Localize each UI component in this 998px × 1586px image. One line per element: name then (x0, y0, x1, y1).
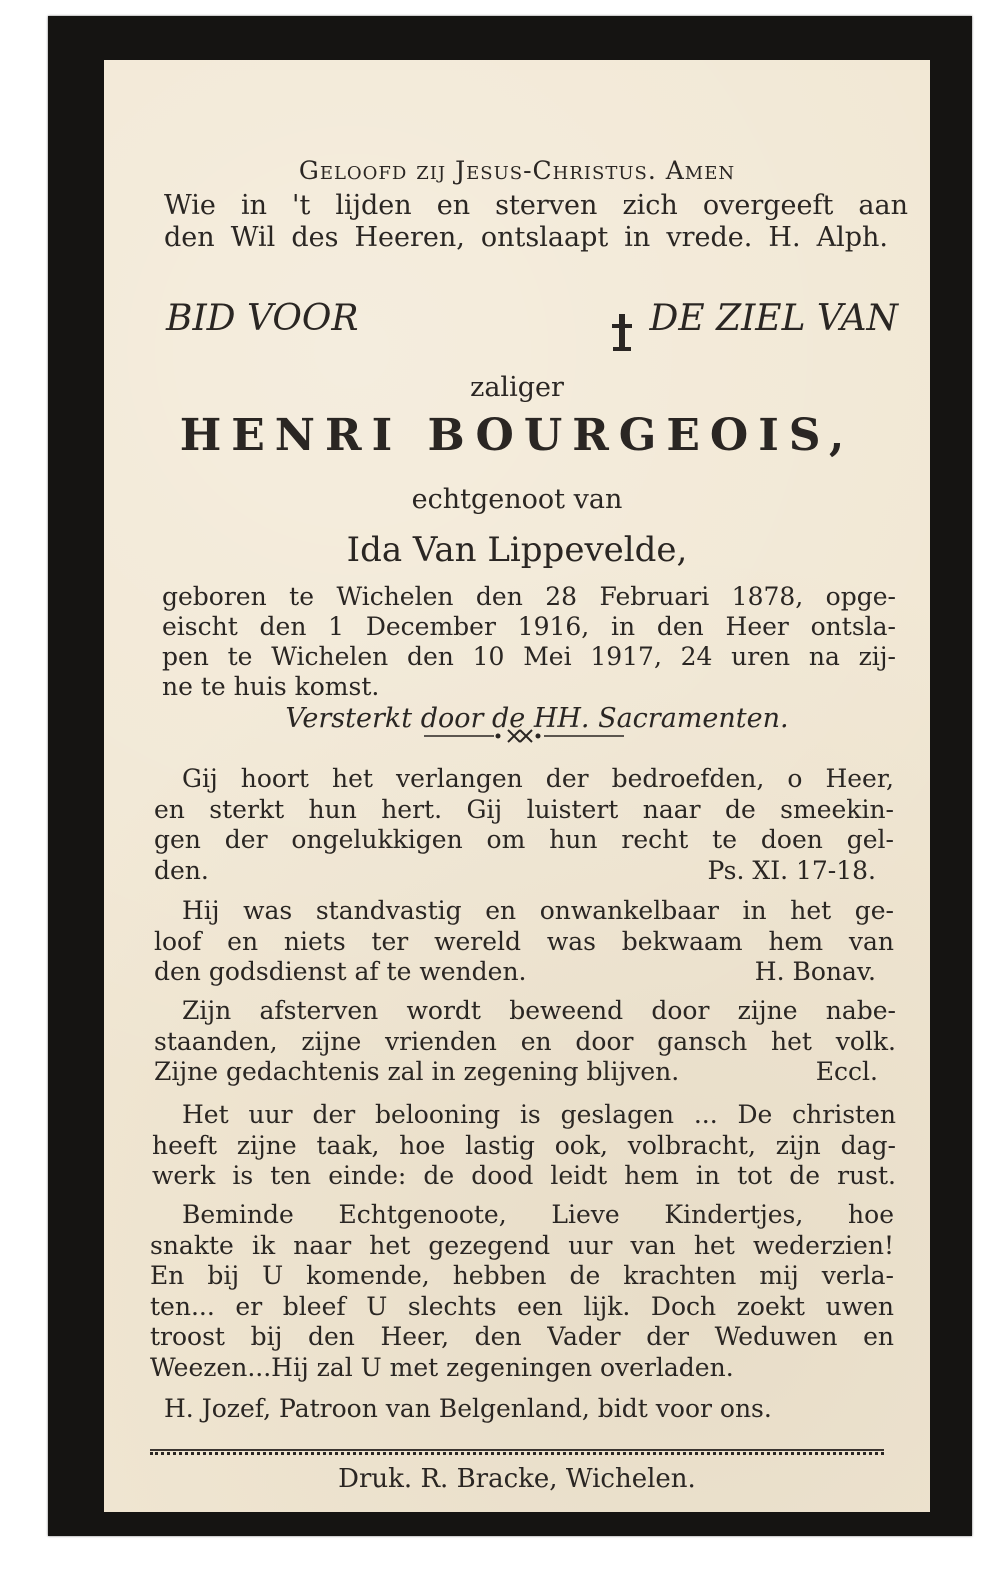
verse-line: Zijn afsterven wordt beweend door zijne nabe- (182, 996, 896, 1025)
verse-line: gen der ongelukkigen om hun recht te doen gel- (154, 825, 894, 854)
verse-line: Zijne gedachtenis zal in zegening blijven. (154, 1057, 680, 1086)
quote-line-1: Wie in 't lijden en sterven zich overgeeft aan (164, 190, 908, 221)
bio-line: pen te Wichelen den 10 Mei 1917, 24 uren na zij- (162, 642, 896, 671)
verse-line: den. (154, 855, 209, 885)
verse-line: den godsdienst af te wenden. (154, 957, 527, 986)
relation: echtgenoot van (411, 484, 623, 515)
verse-reference: Eccl. (815, 1057, 878, 1086)
verse-reference: Ps. XI. 17-18. (707, 855, 876, 885)
verse-last-line (154, 856, 894, 887)
closing-prayer: H. Jozef, Patroon van Belgenland, bidt voor ons. (164, 1394, 772, 1423)
verse-paragraph (152, 1100, 896, 1192)
deceased-name: HENRI BOURGEOIS, (179, 410, 855, 461)
bio-line: ne te huis komst. (162, 672, 380, 701)
bio-line: geboren te Wichelen den 28 Februari 1878, opge- (162, 582, 896, 611)
verse-paragraph (150, 1200, 894, 1383)
motto: Geloofd zij Jesus-Christus. Amen (298, 156, 736, 185)
verse-line: ten... er bleef U slechts een lijk. Doch zoekt uwen (150, 1291, 894, 1321)
printer-credit: Druk. R. Bracke, Wichelen. (338, 1464, 696, 1494)
verse-line: loof en niets ter wereld was bekwaam hem van (154, 926, 894, 956)
verse-line: en sterkt hun hert. Gij luistert naar de smeekin- (154, 794, 894, 824)
de-ziel-van: DE ZIEL VAN (649, 298, 898, 339)
quote-line-2: den Wil des Heeren, ontslaapt in vrede. H. Alph. (164, 222, 888, 253)
card-paper (104, 60, 930, 1512)
verse-last-line (154, 1057, 896, 1088)
divider-ornament (424, 726, 624, 750)
zaliger: zaliger (470, 372, 564, 403)
spouse-name: Ida Van Lippevelde, (346, 530, 688, 570)
verse-line: Weezen...Hij zal U met zegeningen overladen. (150, 1352, 734, 1382)
dotted-rule (150, 1452, 884, 1455)
verse-line: Beminde Echtgenoote, Lieve Kindertjes, hoe (182, 1200, 894, 1229)
memorial-card (48, 16, 972, 1536)
verse-line: Het uur der belooning is geslagen ... De christen (182, 1100, 896, 1129)
bio-paragraph (162, 582, 896, 702)
verse-line: heeft zijne taak, hoe lastig ook, volbracht, zijn dag- (152, 1130, 896, 1160)
verse-line: werk is ten einde: de dood leidt hem in tot de rust. (152, 1161, 896, 1190)
verse-line: staanden, zijne vrienden en door gansch het volk. (154, 1026, 896, 1056)
verse-line: Hij was standvastig en onwankelbaar in het ge- (182, 896, 894, 925)
verse-line: En bij U komende, hebben de krachten mij verla- (150, 1261, 894, 1290)
verse-line: snakte ik naar het gezegend uur van het wederzien! (150, 1230, 894, 1260)
verse-paragraph (154, 764, 894, 886)
sacraments: Versterkt door de HH. Sacramenten. (285, 703, 789, 734)
verse-line: troost bij den Heer, den Vader der Weduwen en (150, 1322, 894, 1351)
solid-rule (150, 1449, 884, 1451)
verse-line: Gij hoort het verlangen der bedroefden, o Heer, (182, 764, 894, 793)
bid-voor: BID VOOR (166, 298, 359, 339)
verse-paragraph (154, 896, 894, 988)
verse-last-line (154, 957, 894, 988)
bio-line: eischt den 1 December 1916, in den Heer ontsla- (162, 612, 896, 641)
verse-paragraph (154, 996, 896, 1088)
verse-reference: H. Bonav. (754, 957, 876, 986)
